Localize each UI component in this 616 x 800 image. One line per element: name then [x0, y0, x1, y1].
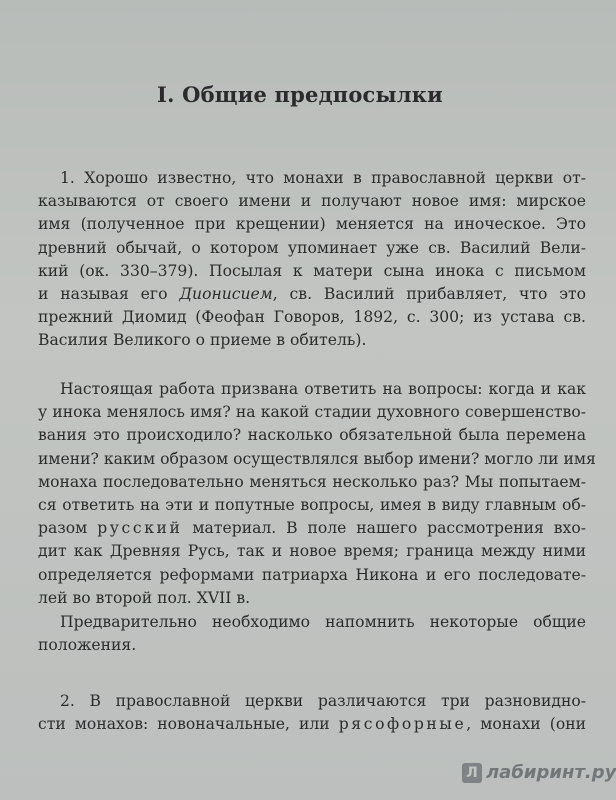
text-line: имя (полученное при крещении) меняется на иноческое. Это	[38, 215, 586, 234]
text-line	[38, 713, 586, 736]
text-fragment: материал. В поле нашего рассмотрения вхо-	[182, 519, 586, 538]
text-line: Василия Великого о приеме в обитель).	[38, 331, 367, 350]
text-line: прежний Диомид (Феофан Говоров, 1892, с. 300; из устава св.	[38, 308, 586, 327]
text-fragment: сти монахов: новоначальные, или	[38, 715, 339, 734]
text-line: Предварительно необходимо напомнить некоторые общие	[60, 613, 586, 631]
text-line: казываются от своего имени и получают новое имя: мирское	[38, 192, 586, 211]
text-line	[38, 517, 586, 540]
text-line: древний обычай, о котором упоминает уже св. Василий Вели-	[38, 238, 586, 257]
italic-name: Дионисием	[179, 285, 273, 304]
text-line: 2. В православной церкви различаются три разновидно-	[60, 692, 586, 710]
text-fragment: разом	[38, 519, 98, 538]
watermark-text: лабиринт.ру	[486, 762, 616, 783]
text-line: положения.	[38, 636, 137, 655]
text-line: вания это происходило? насколько обязательной была перемена	[38, 426, 586, 445]
text-line: кий (ок. 330–379). Посылая к матери сына инока с письмом	[38, 261, 586, 280]
text-line: монаха последовательно меняться несколько раз? Мы попытаем-	[38, 472, 586, 491]
spaced-word: рясофорные	[338, 715, 467, 734]
spaced-word: русский	[97, 519, 183, 538]
text-fragment: и называя его	[38, 285, 180, 304]
labirint-logo-icon: Л	[462, 763, 482, 783]
text-line: Настоящая работа призвана ответить на вопросы: когда и как	[60, 380, 586, 398]
chapter-heading: I. Общие предпосылки	[157, 82, 443, 107]
paragraph-4	[38, 690, 586, 736]
text-line: 1. Хорошо известно, что монахи в православной церкви от-	[60, 169, 586, 187]
text-fragment: , св. Василий прибавляет, что это	[272, 285, 586, 304]
paragraph-2	[38, 378, 596, 610]
watermark	[462, 762, 616, 783]
text-line: определяется реформами патриарха Никона и его последовате-	[38, 565, 586, 584]
text-line: у инока менялось имя? на какой стадии духовного совершенство-	[38, 403, 586, 422]
text-line: дит как Древняя Русь, так и новое время; граница между ними	[38, 542, 586, 561]
text-line	[38, 283, 586, 306]
text-line: лей во второй пол. XVII в.	[38, 588, 251, 607]
text-line: имени? каким образом осуществлялся выбор имени? могло ли имя	[38, 449, 596, 468]
text-fragment: , монахи (они	[466, 715, 586, 734]
paragraph-1	[38, 167, 586, 353]
paragraph-3	[38, 611, 586, 657]
text-line: ся ответить на эти и попутные вопросы, имея в виду главным об-	[38, 496, 586, 515]
